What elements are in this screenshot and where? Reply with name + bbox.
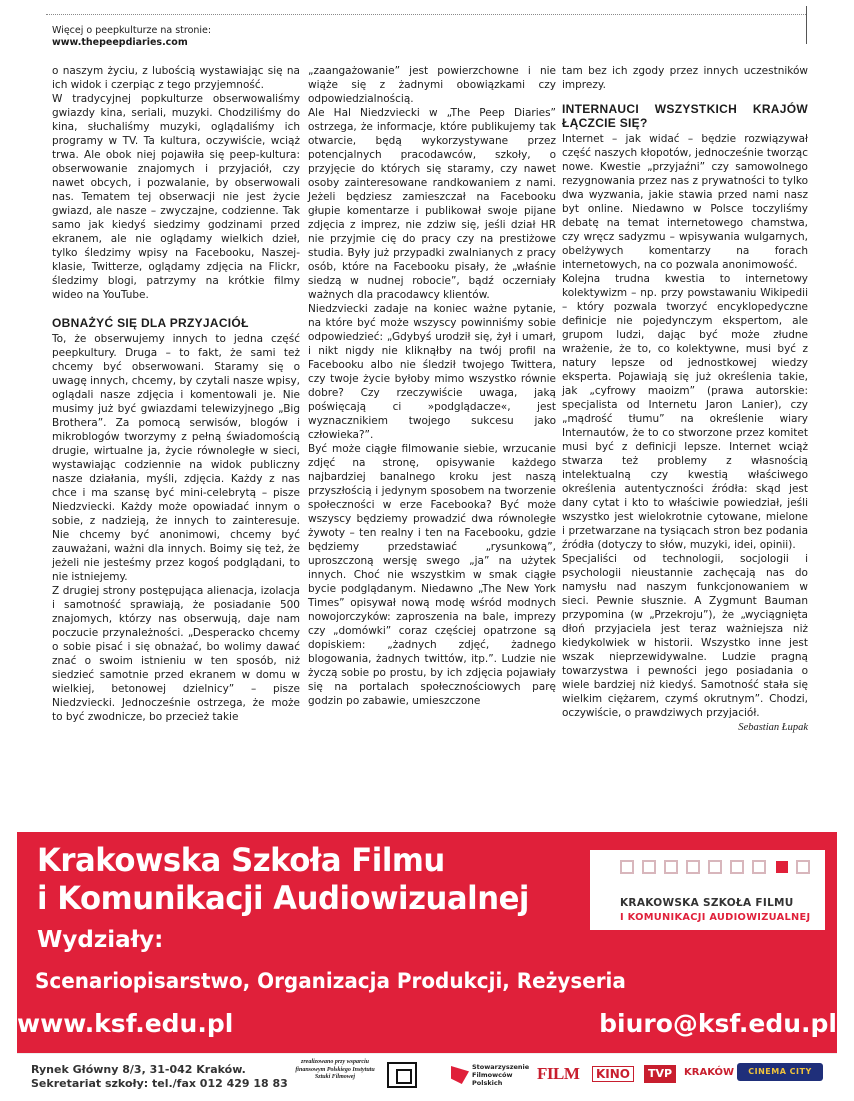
logo-square-icon bbox=[730, 860, 744, 874]
paragraph: Być może ciągłe filmowanie siebie, wrzucanie zdjęć na stronę, opisywanie każdego najbardziej banalnego kroku jest naszą przyszłością i jedynym sposobem na tworzenie społeczności w erze Facebooka? Być może wszyscy będziemy prowadzić dwa równoległe żywoty – ten realny i ten na Facebooku, gdzie będziemy przedstawiać „rysunkową”, uproszczoną wersję swego „ja” na użytek innych. Choć nie wszystkim w smak ciągłe bycie podglądanym. Niedawno „The New York Times” opisywał nową modę wśród modnych nowojorczyków: zaproszenia na bale, imprezy czy „domówki” coraz częściej opatrzone są dopiskiem: „żadnych zdjęć, żadnego blogowania, żadnych twittów, itp.”. Ludzie nie życzą sobie po prostu, by ich zdjęcia pojawiały się na portalach społecznościowych parę godzin po zabawie, umieszczone bbox=[308, 443, 556, 707]
cinema-city-logo: CINEMA CITY bbox=[737, 1063, 823, 1081]
section-heading: OBNAŻYĆ SIĘ DLA PRZYJACIÓŁ bbox=[52, 316, 249, 330]
paragraph: Ale Hal Niedzviecki w „The Peep Diaries” ostrzega, że informacje, które publikujemy tak otwarcie, będą wykorzystywane przez potencjalnych pracodawców, szkoły, o przyjęcie do których się staramy, czy nawet osoby zainteresowane randkowaniem z nami. Jeżeli będziesz zamieszczał na Facebooku głupie komentarze i publikował swoje pijane zdjęcia z imprez, nie zdziw się, jeśli dział HR nie przyjmie cię do pracy czy na prestiżowe studia. Były już przypadki zwalnianych z pracy osób, które na Facebooku pisały, że „właśnie siedzą w nudnej robocie”, bądź oczerniały ważnych dla pracodawcy klientów. bbox=[308, 107, 556, 301]
kino-logo: KINO bbox=[592, 1066, 634, 1082]
logo-text-line-1: KRAKOWSKA SZKOŁA FILMU bbox=[620, 897, 794, 909]
header-dotted-rule bbox=[46, 14, 806, 15]
ad-departments-label: Wydziały: bbox=[37, 927, 164, 953]
ad-footer bbox=[17, 1053, 837, 1098]
logo-square-red-icon bbox=[776, 861, 788, 873]
paragraph: Internet – jak widać – będzie rozwiązywał część naszych kłopotów, jednocześnie tworząc nowe. Kwestie „przyjaźni” czy samowolnego rezygnowania przez nas z prywatności to tylko dwa wyzwania, jakie stawia przed nami nasz byt online. Niedawno w Polsce toczyliśmy debatę na temat internetowego chamstwa, czy wręcz sadyzmu – wpisywania wulgarnych, obelżywych komentarzy na forach internetowych, na co pozwala anonimowość. bbox=[562, 133, 808, 271]
author-signature: Sebastian Łupak bbox=[738, 722, 808, 733]
article-column-2 bbox=[308, 64, 556, 708]
sfp-flag-icon bbox=[451, 1066, 469, 1084]
paragraph: o naszym życiu, z lubością wystawiając się na ich widok i czerpiąc z tego przyjemność. bbox=[52, 65, 300, 91]
logo-square-icon bbox=[708, 860, 722, 874]
logo-square-icon bbox=[642, 860, 656, 874]
header-note bbox=[52, 25, 211, 49]
sfp-logo: Stowarzyszenie Filmowców Polskich bbox=[472, 1063, 530, 1087]
ad-website-link[interactable]: www.ksf.edu.pl bbox=[17, 1009, 234, 1038]
school-address: Rynek Główny 8/3, 31-042 Kraków. bbox=[31, 1063, 246, 1076]
advertisement-banner bbox=[17, 832, 837, 1053]
paragraph: Niedzviecki zadaje na koniec ważne pytanie, na które być może wszyscy powinniśmy sobie odpowiedzieć: „Gdybyś urodził się, żył i umarł, i nikt nigdy nie kliknąłby na twój profil na Facebooku albo nie śledził twojego Twittera, czy twoje życie byłoby mimo wszystko równie dobre? Czy rzeczywiście uwaga, jaką poświęcają ci »podglądacze«, jest wyznacznikiem twojego sukcesu jako człowieka?”. bbox=[308, 303, 556, 441]
paragraph: W tradycyjnej popkulturze obserwowaliśmy gwiazdy kina, seriali, muzyki. Chodziliśmy do kina, słuchaliśmy muzyki, oglądaliśmy ich programy w TV. Ta kultura, oczywiście, wciąż trwa. Ale obok niej pojawiła się peep-kultura: obserwowanie znajomych i przyjaciół, czy nawet obcych, i pozwalanie, by obserwowali nas. Tematem tej obserwacji nie jest życie gwiazd, ale nasze – zwyczajne, codzienne. Tak samo jak kiedyś siedzimy godzinami przed ekranem, ale nie oglądamy wielkich dzieł, tylko śledzimy wpisy na Facebooku, Naszej-klasie, Twitterze, oglądamy zdjęcia na Flickr, śledzimy blogi, patrzymy na krótkie filmy wideo na YouTube. bbox=[52, 93, 300, 301]
header-note-text: Więcej o peepkulturze na stronie: bbox=[52, 25, 212, 36]
tvp-krakow-label: KRAKÓW bbox=[684, 1067, 735, 1078]
header-vertical-rule bbox=[806, 6, 807, 44]
logo-square-icon bbox=[620, 860, 634, 874]
paragraph: tam bez ich zgody przez innych uczestników imprezy. bbox=[562, 65, 808, 91]
logo-square-icon bbox=[664, 860, 678, 874]
section-heading: INTERNAUCI WSZYSTKICH KRAJÓW ŁĄCZCIE SIĘ? bbox=[562, 102, 808, 130]
logo-square-icon bbox=[796, 860, 810, 874]
logo-square-icon bbox=[752, 860, 766, 874]
school-secretariat: Sekretariat szkoły: tel./fax 012 429 18 83 bbox=[31, 1077, 288, 1090]
paragraph: Specjaliści od technologii, socjologii i psychologii nieustannie zachęcają nas do namysłu nad naszym funkcjonowaniem w sieci. Pewnie słusznie. A Zygmunt Bauman przypomina (w „Przekroju”), że „wyciągnięta dłoń przyjaciela jest teraz ważniejsza niż kiedykolwiek w historii. Wszystko inne jest wszak nieprzewidywalne. Ludzie pragną towarzystwa i pewności jego posiadania o wiele bardziej niż kiedyś. Samotność stała się wielkim ciężarem, czymś okrutnym”. Chodzi, oczywiście, o prawdziwych przyjaciół. bbox=[562, 553, 808, 719]
header-note-url[interactable]: www.thepeepdiaries.com bbox=[52, 37, 188, 48]
article-column-3 bbox=[562, 64, 808, 735]
tvp-logo: TVP bbox=[644, 1065, 676, 1083]
logo-text-line-2: I KOMUNIKACJI AUDIOWIZUALNEJ bbox=[620, 912, 811, 923]
ad-title-line-1: Krakowska Szkoła Filmu bbox=[37, 841, 445, 879]
ad-title-line-2: i Komunikacji Audiowizualnej bbox=[37, 879, 529, 917]
paragraph: Kolejna trudna kwestia to internetowy kolektywizm – np. przy powstawaniu Wikipedii – który pozwala tworzyć encyklopedyczne definicje nie pojedynczym ekspertom, ale grupom ludzi, dając być może złudne wrażenie, że to, co kolektywne, musi być z natury lepsze od jednostkowej wiedzy eksperta. Pojawiają się już określenia takie, jak „cyfrowy maoizm” (prawa autorskie: specjalista od Internetu Jaron Lanier), czy „mądrość tłumu” na określenie wiary Internautów, że to co stworzone przez komitet musi być z definicji lepsze. Internet wciąż stwarza też problemy z własnością intelektualną czy kwestią właściwego określenia autentyczności źródła: skąd jest dany cytat i kto to właściwie powiedział, jeśli wszystko jest wielokrotnie cytowane, mielone i przetwarzane na tysiącach stron bez podania źródła (dotyczy to słów, muzyki, idei, opinii). bbox=[562, 273, 808, 551]
paragraph: „zaangażowanie” jest powierzchowne i nie wiąże się z żadnymi obowiązkami czy odpowiedzialnością. bbox=[308, 65, 556, 105]
ad-departments: Scenariopisarstwo, Organizacja Produkcji, Reżyseria bbox=[35, 969, 626, 993]
paragraph: To, że obserwujemy innych to jedna część peepkultury. Druga – to fakt, że sami też chcemy być obserwowani. Staramy się o uwagę innych, chcemy, by czytali nasze wpisy, oglądali nasze zdjęcia i komentowali je. Nie musimy już być gwiazdami telewizyjnego „Big Brothera”. Za pomocą serwisów, blogów i mikroblogów tworzymy z pełną świadomością drugie, wirtualne ja, życie równoległe w sieci, wystawiając codziennie na widok publiczny nasze działania, myśli, zdjęcia. Każdy z nas chce i ma szansę być mini-celebrytą – pisze Niedzviecki. Każdy może opowiadać innym o sobie, z nadzieją, że innych to zainteresuje. Nie chcemy być anonimowi, chcemy być zauważani, ważni dla innych. Boimy się też, że jeżeli nie jesteśmy przez kogoś podglądani, to nie istniejemy. bbox=[52, 333, 300, 583]
pisf-logo-icon bbox=[387, 1062, 417, 1088]
ad-email-link[interactable]: biuro@ksf.edu.pl bbox=[599, 1009, 837, 1038]
paragraph: Z drugiej strony postępująca alienacja, izolacja i samotność sprawiają, że posiadanie 500 znajomych, którzy nas obserwują, daje nam poczucie przynależności. „Desperacko chcemy o sobie pisać i się obnażać, bo wolimy dawać znać o swoim istnieniu w ten sposób, niż siedzieć samotnie przed ekranem w domu w wielkiej, betonowej dzielnicy” – pisze Niedzviecki. Jednocześnie ostrzega, że może to być zwodnicze, bo przecież takie bbox=[52, 585, 300, 723]
funding-note: zrealizowano przy wsparciu finansowym Polskiego Instytutu Sztuki Filmowej bbox=[295, 1059, 375, 1080]
article-column-1 bbox=[52, 64, 300, 724]
film-logo: FILM bbox=[537, 1064, 580, 1083]
ksf-logo bbox=[590, 850, 825, 930]
logo-square-icon bbox=[686, 860, 700, 874]
